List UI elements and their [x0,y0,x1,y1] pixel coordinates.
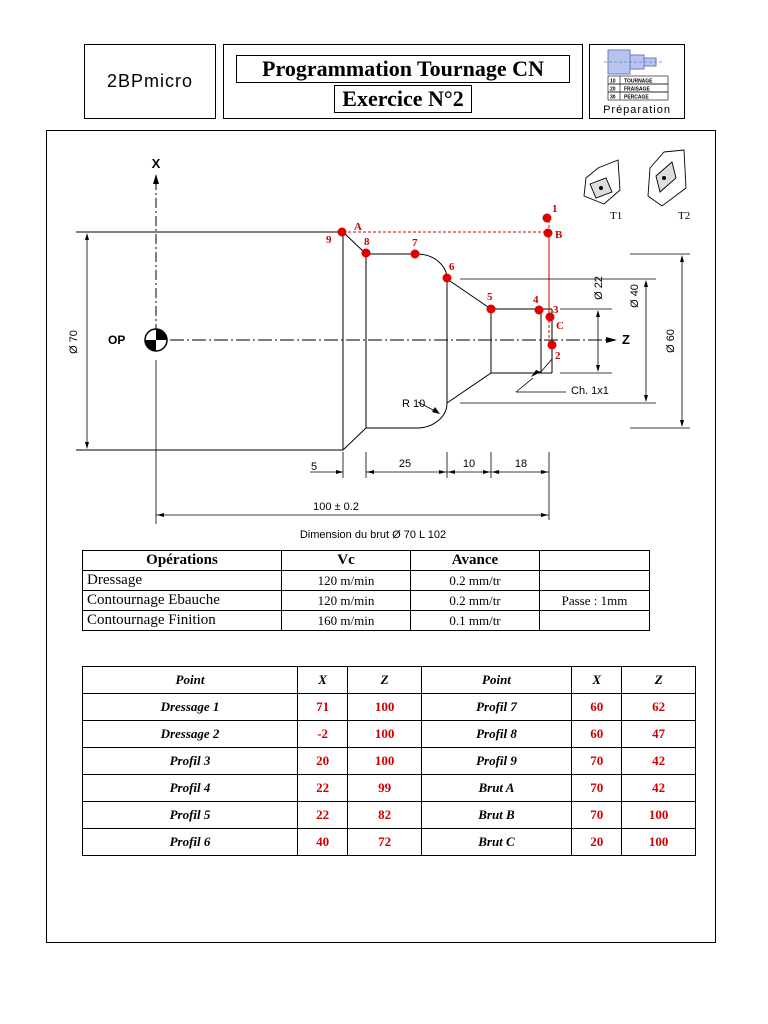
point-3-label: 3 [553,304,559,316]
point-z: 99 [348,775,422,802]
ops-header-avance: Avance [411,551,540,571]
table-row [83,591,650,611]
op-note-empty [540,571,650,591]
origin-label: OP [108,333,126,347]
preparation-label: Préparation [603,104,671,116]
ops-header-vc: Vc [282,551,411,571]
point-name: Profil 7 [421,694,571,721]
logo-label-2: FRAISAGE [624,86,650,93]
dim-dia-70: Ø 70 [68,330,80,354]
point-6-label: 6 [449,261,455,273]
point-z: 100 [348,694,422,721]
table-row [83,611,650,631]
point-name: Dressage 1 [83,694,298,721]
tool-t1-label: T1 [610,210,623,222]
point-c-label: C [556,320,564,332]
point-x: 60 [572,721,622,748]
op-name: Contournage Finition [83,611,282,631]
pts-header-point: Point [83,667,298,694]
dim-radius: R 10 [402,398,426,410]
point-z: 72 [348,829,422,856]
point-9-label: 9 [326,234,332,246]
point-x: 40 [297,829,347,856]
pts-header-x-2: X [572,667,622,694]
point-z: 100 [348,748,422,775]
class-label: 2BPmicro [106,71,194,91]
op-name: Contournage Ebauche [83,591,282,611]
op-passe: Passe : 1mm [540,591,650,611]
point-2-label: 2 [555,350,561,362]
ops-header-notes [540,551,650,571]
title-line-1: Programmation Tournage CN [236,55,570,83]
point-z: 42 [622,775,696,802]
point-z: 100 [348,721,422,748]
point-z: 62 [622,694,696,721]
point-x: 70 [572,802,622,829]
dim-len-10: 10 [462,458,476,470]
point-name: Brut C [421,829,571,856]
ops-header-operations: Opérations [83,551,282,571]
dim-dia-22: Ø 22 [593,276,605,300]
table-row [83,694,696,721]
op-vc: 120 m/min [282,571,411,591]
dim-dia-40: Ø 40 [629,284,641,308]
point-x: 71 [297,694,347,721]
table-row [83,748,696,775]
table-row [83,721,696,748]
tool-t2-label: T2 [678,210,691,222]
logo-label-3: PERCAGE [624,94,649,101]
point-name: Profil 4 [83,775,298,802]
dim-dia-60: Ø 60 [665,329,677,353]
point-z: 100 [622,829,696,856]
op-name: Dressage [83,571,282,591]
dim-len-total: 100 ± 0.2 [313,501,359,513]
logo-num-1: 10 [610,78,616,85]
pts-header-z-2: Z [622,667,696,694]
dim-len-5: 5 [310,461,318,473]
point-x: 70 [572,748,622,775]
raw-stock-dimension: Dimension du brut Ø 70 L 102 [299,529,447,541]
title-line-2: Exercice N°2 [334,85,472,113]
point-x: 22 [297,802,347,829]
point-x: 20 [297,748,347,775]
table-row [83,571,650,591]
point-name: Profil 3 [83,748,298,775]
tool-t2-icon [648,150,686,206]
point-name: Profil 5 [83,802,298,829]
pts-header-x: X [297,667,347,694]
point-name: Brut A [421,775,571,802]
point-name: Profil 6 [83,829,298,856]
point-z: 42 [622,748,696,775]
pts-header-point-2: Point [421,667,571,694]
table-row [83,802,696,829]
point-x: 20 [572,829,622,856]
point-8-label: 8 [364,236,370,248]
op-avance: 0.1 mm/tr [411,611,540,631]
dim-len-18: 18 [514,458,528,470]
point-name: Dressage 2 [83,721,298,748]
tool-t1-icon [584,160,620,204]
z-axis-label: Z [622,332,630,347]
point-5-label: 5 [487,291,493,303]
x-axis-label: X [151,156,161,171]
point-z: 47 [622,721,696,748]
table-row [83,829,696,856]
point-name: Profil 9 [421,748,571,775]
dim-chamfer: Ch. 1x1 [571,385,609,397]
point-name: Profil 8 [421,721,571,748]
logo-label-1: TOURNAGE [624,78,653,85]
points-header-row [83,667,696,694]
operations-table [82,550,650,631]
point-x: 60 [572,694,622,721]
operations-header-row [83,551,650,571]
op-avance: 0.2 mm/tr [411,571,540,591]
point-x: 70 [572,775,622,802]
points-table [82,666,696,856]
point-a-label: A [354,221,362,233]
point-x: -2 [297,721,347,748]
logo-num-3: 30 [610,94,616,101]
point-z: 100 [622,802,696,829]
point-x: 22 [297,775,347,802]
point-name: Brut B [421,802,571,829]
dim-len-25: 25 [398,458,412,470]
op-avance: 0.2 mm/tr [411,591,540,611]
point-b-label: B [555,229,563,241]
table-row [83,775,696,802]
logo-num-2: 20 [610,86,616,93]
point-7-label: 7 [412,237,418,249]
point-1-label: 1 [552,203,558,215]
point-z: 82 [348,802,422,829]
op-vc: 160 m/min [282,611,411,631]
point-4-label: 4 [533,294,539,306]
op-note-empty [540,611,650,631]
op-vc: 120 m/min [282,591,411,611]
pts-header-z: Z [348,667,422,694]
